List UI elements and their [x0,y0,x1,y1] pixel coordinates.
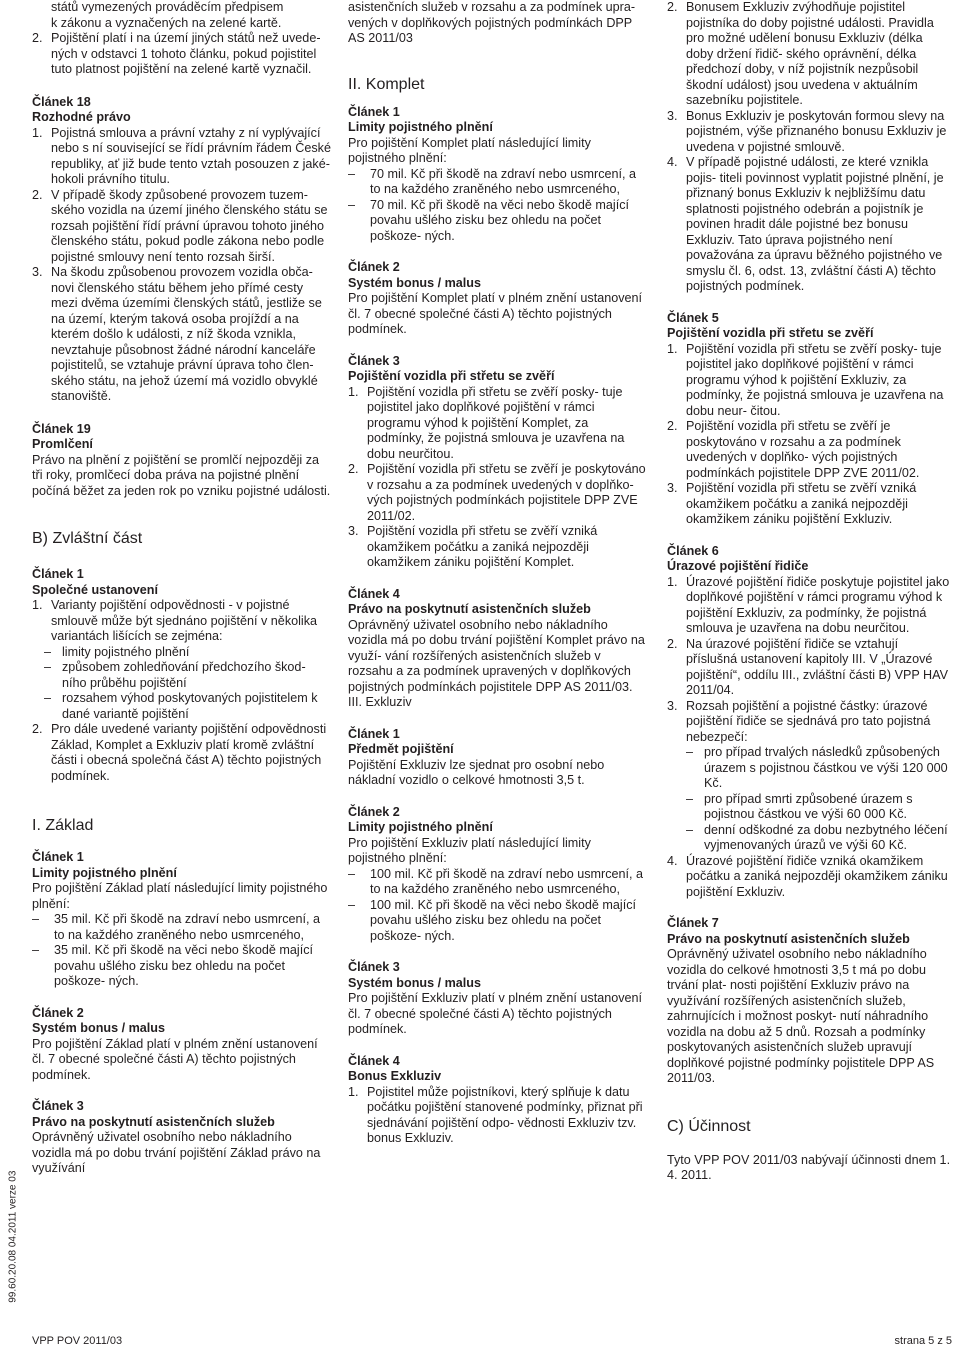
intro-line-1: států vymezených prováděcím předpisem [51,0,284,14]
article-title: Limity pojistného plnění [348,120,493,134]
dash-item: – denní odškodné za dobu nezbytného léčení vyjmenovaných úrazů ve výši 60 Kč. [686,822,948,852]
list-item: 3. Pojištění vozidla při střetu se zvěří vzniká okamžikem počátku a zaniká nejpozději okamžikem zániku pojištění Komplet. [348,524,598,569]
paragraph: Pro pojištění Komplet platí v plném znění ustanovení čl. 7 obecné společné části A) těchto pojistných podmínek. [348,291,643,336]
article-title: Rozhodné právo [32,110,131,124]
column-3 [667,0,952,1184]
section-heading: III. Exkluziv [348,695,412,709]
dash-item: – pro případ trvalých následků způsobených úrazem s pojistnou částkou ve výši 120 000 Kč. [686,745,948,790]
list-item: 2. V případě škody způsobené provozem tuzem- ského vozidla na území jiného členského státu se rozsah pojištění řídí právní úpravou tohoto jiného členského státu, pokud podle zákona nebo podle pojistné smlouvy není tento rozsah širší. [32,187,328,264]
dash-item: – 35 mil. Kč při škodě na zdraví nebo usmrcení, a to na každého zraněného nebo usmrceného, [32,912,320,942]
article-title: Předmět pojištění [348,742,454,756]
article-title: Pojištění vozidla při střetu se zvěří [348,369,555,383]
paragraph: Právo na plnění z pojištění se promlčí nejpozději za tři roky, promlčecí doba práva na pojistné plnění počíná běžet za jeden rok po vzniku pojistné události. [32,452,331,498]
article-title: Právo na poskytnutí asistenčních služeb [32,1114,275,1129]
list-item: 1. Varianty pojištění odpovědnosti - v pojistné smlouvě může být sjednáno pojištění v několika variantách lišících se zejména: [32,598,318,643]
paragraph: Tyto VPP POV 2011/03 nabývají účinnosti dnem 1. 4. 2011. [667,1152,951,1182]
list-item: 3. Na škodu způsobenou provozem vozidla obča- novi členského státu během jeho přímé cesty mezi dvěma územími členských států, jestliže se na území, kterým taková osoba projíždí a na kterém došlo k události, z níž škoda vznikla, nevztahuje působnost žádné národní kanceláře pojistitelů, se vztahuje právní úprava toho člen- ského státu, na jehož území má vozidlo obvyklé stanoviště. [32,265,322,403]
list-item: 1. Pojištění vozidla při střetu se zvěří posky- tuje pojistitel jako doplňkové pojištění v rámci programu výhod k pojištění Exkluziv, za podmínky, že pojistná smlouva je uzavřena na dobu neur- čitou. [667,341,944,418]
article-heading: Článek 4 [348,1053,400,1068]
dash-item: – 70 mil. Kč při škodě na zdraví nebo usmrcení, a to na každého zraněného nebo usmrceného, [348,166,636,196]
dash-item: – 100 mil. Kč při škodě na zdraví nebo usmrcení, a to na každého zraněného nebo usmrceného, [348,866,643,896]
column-2 [348,0,648,1147]
article-title: Bonus Exkluziv [348,1069,442,1083]
article-heading: Článek 1 [32,567,84,581]
article-heading: Článek 2 [348,804,400,819]
list-item: 2. Na úrazové pojištění řidiče se vztahují příslušná ustanovení kapitoly III. V „Úrazové pojištění“, oddílu III., zvláštní části B) VPP HAV 2011/04. [667,636,949,697]
article-title: Úrazové pojištění řidiče [667,559,809,573]
section-heading: I. Základ [32,817,94,834]
article-heading: Článek 19 [32,421,91,436]
paragraph: Pro pojištění Exkluziv platí v plném znění ustanovení čl. 7 obecné společné části A) těchto pojistných podmínek. [348,991,643,1036]
article-title: Systém bonus / malus [348,975,481,990]
paragraph: Oprávněný uživatel osobního nebo nákladního vozidla má po dobu trvání pojištění Komplet právo na využí- vání rozšířených asistenčních služeb v rozsahu a za podmínek upravených v doplňkových pojistných podmínkách pojistitele DPP AS 2011/03. [348,617,645,694]
article-heading: Článek 1 [348,726,400,741]
article-title: Limity pojistného plnění [348,820,493,834]
article-title: Limity pojistného plnění [32,865,177,880]
dash-item: – limity pojistného plnění [44,644,190,659]
paragraph: Pro pojištění Komplet platí následující limity pojistného plnění: [348,135,591,165]
paragraph: asistenčních služeb v rozsahu a za podmínek upra- vených v doplňkových pojistných podmínkách DPP AS 2011/03 [348,0,636,45]
article-title: Promlčení [32,437,93,451]
side-document-code [0,1150,19,1303]
article-title: Pojištění vozidla při střetu se zvěří [667,326,874,340]
dash-item: – 70 mil. Kč při škodě na věci nebo škodě mající povahu ušlého zisku bez ohledu na počet poškoze- ných. [348,197,629,243]
article-heading: Článek 3 [348,960,400,974]
paragraph: Pojištění Exkluziv lze sjednat pro osobní nebo nákladní vozidlo o celkové hmotnosti 3,5 t. [348,757,605,787]
article-heading: Článek 18 [32,94,91,109]
dash-item: – 35 mil. Kč při škodě na věci nebo škodě mající povahu ušlého zisku bez ohledu na počet poškoze- ných. [32,943,313,988]
intro-item-2: 2. Pojištění platí i na území jiných států než uvede- ných v odstavci 1 tohoto článku, pokud pojistitel tuto platnost pojištění na zelené kartě vyznačil. [32,31,321,76]
list-item: 3. Bonus Exkluziv je poskytován formou slevy na pojistném, výše přiznaného bonusu Exkluziv je uvedena v pojistné smlouvě. [667,108,947,154]
article-heading: Článek 5 [667,310,719,325]
article-title: Právo na poskytnutí asistenčních služeb [667,931,910,946]
list-item: 2. Pojištění vozidla při střetu se zvěří je poskytováno v rozsahu a za podmínek uvedených v doplňko- vých pojistných podmínkách pojistitele DPP ZVE 2011/02. [348,462,646,523]
article-heading: Článek 2 [32,1005,84,1020]
list-item: 2. Bonusem Exkluziv zvýhodňuje pojistitel pojistníka do doby pojistné události. Pravidla pro možné udělení bonusu Exkluziv (délka doby držení řidič- ského oprávnění, délka předchozí doby, v níž pojistník nezpůsobil škodní událost) jsou uvedena v aktuálním sazebníku pojistitele. [667,0,934,107]
list-item: 2. Pojištění vozidla při střetu se zvěří je poskytováno v rozsahu a za podmínek uvedených v doplňko- vých pojistných podmínkách pojistitele DPP ZVE 2011/02. [667,419,920,480]
list-item: 1. Pojistitel může pojistníkovi, který splňuje k datu počátku pojištění stanovené podmínky, přiznat při sjednávání pojištění odpo- vědnosti Exkluziv tzv. bonus Exkluziv. [348,1084,643,1145]
article-title: Systém bonus / malus [32,1021,165,1035]
document-code: 99.60.20.08 04.2011 verze 03 [7,1170,19,1303]
article-heading: Článek 3 [32,1099,84,1113]
list-item: 2. Pro dále uvedené varianty pojištění odpovědnosti Základ, Komplet a Exkluziv platí kromě zvláštní části i obecná společná část A) těchto pojistných podmínek. [32,722,327,783]
paragraph: Pro pojištění Základ platí v plném znění ustanovení čl. 7 obecné společné části A) těchto pojistných podmínek. [32,1036,318,1082]
paragraph: Oprávněný uživatel osobního nebo nákladního vozidla má po dobu trvání pojištění Základ právo na využívání [32,1130,321,1175]
article-heading: Článek 4 [348,586,400,601]
paragraph: Oprávněný uživatel osobního nebo nákladního vozidla do celkové hmotnosti 3,5 t má po dobu trvání plat- nosti pojištění Exkluziv právo na využívání rozšířených asistenčních služeb, zahrnujících i možnost poskyt- nutí náhradního vozidla na dobu až 5 dnů. Rozsah a podmínky poskytovaných asistenčních služeb upravují doplňkové pojistné podmínky pojistitele DPP AS 2011/03. [667,947,935,1085]
dash-item: – pro případ smrti způsobené úrazem s pojistnou částkou ve výši 60 000 Kč. [686,791,913,821]
column-1 [32,0,332,1177]
list-item: 1. Pojištění vozidla při střetu se zvěří posky- tuje pojistitel jako doplňkové pojištění v rámci programu výhod k pojištění Komplet, za podmínky, že pojistná smlouva je uzavřena na dobu neurčitou. [348,384,625,461]
section-heading: B) Zvláštní část [32,530,143,547]
article-heading: Článek 3 [348,353,400,368]
article-heading: Článek 6 [667,543,719,558]
list-item: 1. Úrazové pojištění řidiče poskytuje pojistitel jako doplňkové pojištění v rámci programu výhod k pojištění Exkluziv, za podmínky, že pojistná smlouva je uzavřena na dobu neurčitou. [667,574,950,635]
list-item: 4. V případě pojistné události, ze které vznikla pojis- titeli povinnost vyplatit pojistné plnění, je přiznaný bonus Exkluziv k nejbližšímu datu splatnosti pojistného odebrán a pojistník je povinen hradit dále pojistné bez bonusu Exkluziv. Tato úprava pojistného není považována za úpravu běžného pojistného ve smyslu čl. 6, odst. 13, zvláštní části A) těchto pojistných podmínek. [667,155,944,293]
intro-line-2: k zákonu a vyznačených na zelené kartě. [51,15,282,30]
footer-document-name: VPP POV 2011/03 [32,1335,123,1347]
paragraph: Pro pojištění Exkluziv platí následující limity pojistného plnění: [348,835,591,865]
list-item: 4. Úrazové pojištění řidiče vzniká okamžikem počátku a zaniká nejpozději okamžikem zániku pojištění Exkluziv. [667,853,948,899]
dash-item: – rozsahem výhod poskytovaných pojistitelem k dané variantě pojištění [44,691,318,721]
article-title: Právo na poskytnutí asistenčních služeb [348,602,591,616]
dash-item: – způsobem zohledňování předchozího škod- ního průběhu pojištění [44,660,306,690]
article-title: Systém bonus / malus [348,275,481,290]
section-heading: II. Komplet [348,75,425,93]
paragraph: Pro pojištění Základ platí následující limity pojistného plnění: [32,881,328,911]
footer-page-number: strana 5 z 5 [894,1335,952,1347]
article-heading: Článek 7 [667,916,719,930]
article-heading: Článek 2 [348,260,400,274]
list-item: 3. Rozsah pojištění a pojistné částky: úrazové pojištění řidiče se sjednává pro tato pojistná nebezpečí: [667,698,931,744]
section-heading: C) Účinnost [667,1117,751,1135]
dash-item: – 100 mil. Kč při škodě na věci nebo škodě mající povahu ušlého zisku bez ohledu na počet poškoze- ných. [348,897,636,943]
list-item: 1. Pojistná smlouva a právní vztahy z ní vyplývající nebo s ní související se řídí právním řádem České republiky, ať již bude tento vztah posouzen z jaké- hokoli právního titulu. [32,125,331,186]
list-item: 3. Pojištění vozidla při střetu se zvěří vzniká okamžikem počátku a zaniká nejpozději okamžikem zániku pojištění Exkluziv. [667,481,917,526]
article-heading: Článek 1 [32,850,84,864]
article-heading: Článek 1 [348,104,400,119]
article-title: Společné ustanovení [32,582,158,597]
